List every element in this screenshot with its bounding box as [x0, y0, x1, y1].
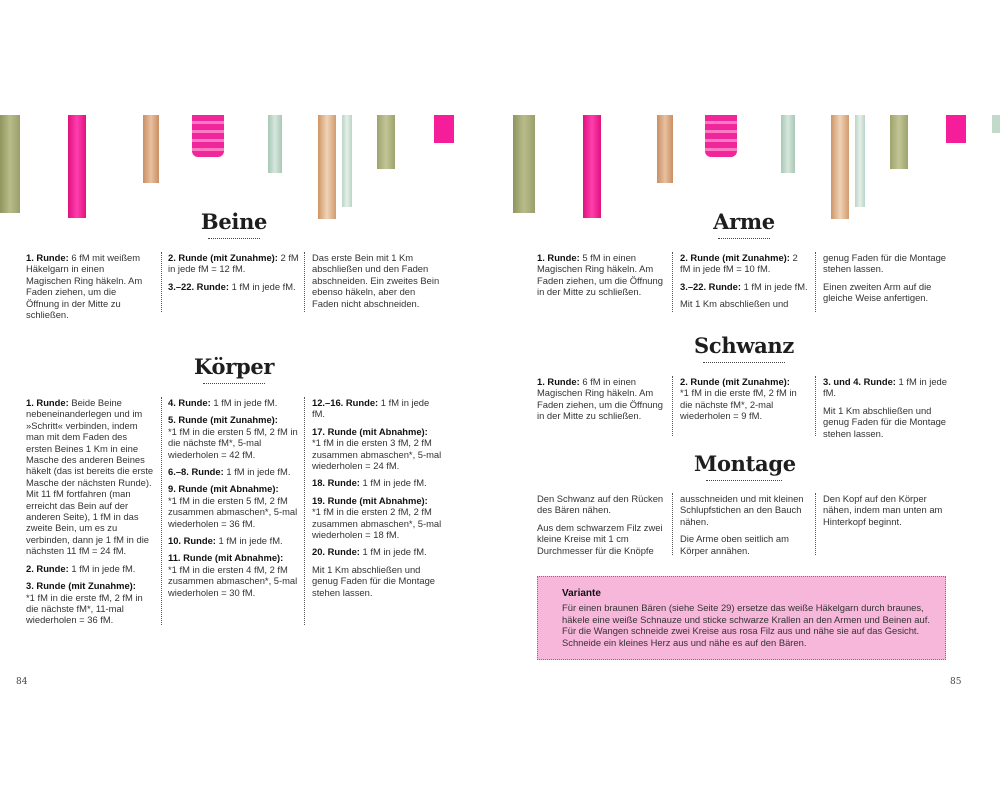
section-title-montage — [694, 451, 794, 481]
variante-box — [537, 576, 946, 660]
paragraph: Das erste Bein mit 1 Km abschließen und den Faden abschneiden. Ein zweites Bein ebenso häkeln, aber den Faden nicht abschneiden. — [312, 252, 440, 309]
ribbon-olive — [0, 115, 20, 213]
round-text: 2 fM in jede fM = 10 fM. — [680, 252, 798, 275]
ribbon-mint — [781, 115, 795, 173]
ribbon-pink-lace — [705, 115, 737, 157]
round-text: 1 fM in jede fM. — [359, 546, 427, 558]
round-label: 11. Runde (mit Abnahme): — [168, 552, 284, 564]
paragraph — [312, 426, 444, 472]
paragraph: ausschneiden und mit kleinen Schlupfstichen an den Bauch nähen. — [680, 493, 804, 527]
paragraph: genug Faden für die Montage stehen lassen. — [823, 252, 947, 275]
title-underline — [208, 238, 260, 239]
column-divider — [672, 252, 673, 312]
page-number-right: 85 — [950, 677, 962, 687]
round-text: 1 fM in jede fM. — [228, 280, 296, 292]
round-label: 2. Runde (mit Zunahme): — [680, 376, 790, 387]
round-label: 1. Runde: — [26, 397, 69, 408]
section-title-koerper — [194, 354, 274, 384]
column-divider — [672, 493, 673, 555]
ribbon-pink — [68, 115, 86, 218]
paragraph: Einen zweiten Arm auf die gleiche Weise anfertigen. — [823, 280, 932, 304]
column-divider — [161, 252, 162, 312]
ribbon-pink — [583, 115, 601, 218]
ribbon-olive-2 — [377, 115, 395, 169]
column-divider — [815, 376, 816, 436]
paragraph: Mit 1 Km abschließen und genug Faden für die Montage stehen lassen. — [823, 404, 947, 439]
paragraph — [168, 252, 300, 275]
paragraph — [168, 397, 302, 408]
paragraph — [26, 580, 154, 626]
round-text: *1 fM in die erste fM, 2 fM in die nächste fM*, 2-mal wiederholen = 9 fM. — [680, 387, 797, 422]
paragraph — [537, 376, 665, 422]
schwanz-column-3 — [823, 376, 953, 445]
round-text: 6 fM in einen Magischen Ring häkeln. Am Faden ziehen, um die Öffnung in der Mitte zu schließen. — [537, 376, 663, 422]
koerper-column-3 — [312, 397, 444, 604]
column-divider — [304, 252, 305, 312]
title-underline — [203, 383, 265, 384]
paragraph: Aus dem schwarzem Filz zwei kleine Kreise mit 1 cm Durchmesser für die Knöpfe — [537, 521, 663, 556]
ribbon-tan-long — [318, 115, 336, 219]
section-title-text: Arme — [713, 209, 775, 234]
ribbon-mint-long — [855, 115, 865, 207]
column-divider — [815, 252, 816, 312]
ribbon-pink-lace — [192, 115, 224, 157]
paragraph — [168, 535, 302, 546]
section-title-text: Körper — [194, 354, 275, 379]
title-underline — [706, 480, 782, 481]
paragraph — [168, 483, 302, 529]
round-text: 1 fM in jede fM. — [823, 376, 947, 399]
round-label: 4. Runde: — [168, 397, 211, 408]
beine-column-1 — [26, 252, 150, 326]
round-label: 5. Runde (mit Zunahme): — [168, 414, 278, 426]
arme-column-3 — [823, 252, 953, 310]
title-underline — [718, 238, 770, 239]
ribbon-tan-long — [831, 115, 849, 219]
column-divider — [815, 493, 816, 555]
paragraph — [312, 397, 444, 420]
round-text: Beide Beine nebeneinanderlegen und im »Schritt« verbinden, indem man mit dem Faden des ersten Beines 1 Km in eine Masche des anderen Beines häkelt (das ist bereits die erste Masche der nächsten Runde). Mit 11 fM fortfahren (man erreicht das Bein auf der anderen Seite), 1 fM in das zweite Bein, um es zu verbinden, dann je 1 fM in die nächsten 11 fM = 24 fM. — [26, 397, 154, 557]
column-divider — [304, 397, 305, 625]
beine-column-3 — [312, 252, 440, 315]
koerper-column-1 — [26, 397, 154, 632]
section-title-beine — [194, 209, 274, 239]
paragraph — [680, 376, 810, 422]
round-text: 5 fM in einen Magischen Ring häkeln. Am Faden ziehen, um die Öffnung in der Mitte zu schließen. — [537, 252, 663, 298]
ribbon-pink-2 — [946, 115, 966, 143]
ribbon-olive — [513, 115, 535, 213]
schwanz-column-2 — [680, 376, 810, 428]
paragraph: Mit 1 Km abschließen und genug Faden für die Montage stehen lassen. — [312, 563, 436, 598]
ribbon-olive-2 — [890, 115, 908, 169]
paragraph — [312, 495, 444, 541]
paragraph — [26, 563, 154, 574]
round-text: *1 fM in die ersten 5 fM, 2 fM zusammen abmaschen*, 5-mal wiederholen = 36 fM. — [168, 494, 298, 529]
round-label: 20. Runde: — [312, 546, 360, 558]
ribbon-mint-long — [342, 115, 352, 207]
paragraph: Den Schwanz auf den Rücken des Bären nähen. — [537, 493, 664, 516]
paragraph — [312, 546, 444, 557]
round-text: *1 fM in die ersten 2 fM, 2 fM zusammen abmaschen*, 5-mal wiederholen = 18 fM. — [312, 506, 442, 541]
section-title-text: Schwanz — [694, 333, 794, 358]
paragraph — [26, 397, 154, 557]
round-text: 1 fM in jede fM. — [740, 280, 808, 292]
round-label: 9. Runde (mit Abnahme): — [168, 483, 279, 495]
arme-column-1 — [537, 252, 665, 304]
round-label: 3.–22. Runde: — [680, 280, 741, 292]
ribbon-tan — [657, 115, 673, 183]
paragraph — [680, 281, 810, 292]
round-text: 1 fM in jede fM. — [210, 397, 278, 408]
page-number-left: 84 — [16, 677, 28, 687]
schwanz-column-1 — [537, 376, 665, 428]
round-text: 6 fM mit weißem Häkelgarn in einen Magischen Ring häkeln. Am Faden ziehen, um die Öffnung in der Mitte zu schließen. — [26, 252, 143, 321]
paragraph: Die Arme oben seitlich am Körper annähen. — [680, 533, 789, 556]
round-text: 1 fM in jede fM. — [223, 466, 291, 478]
paragraph — [168, 281, 300, 292]
round-label: 19. Runde (mit Abnahme): — [312, 494, 428, 506]
round-text: 1 fM in jede fM. — [312, 397, 430, 420]
paragraph — [26, 252, 150, 320]
round-text: *1 fM in die ersten 5 fM, 2 fM in die nächste fM*, 5-mal wiederholen = 42 fM. — [168, 425, 298, 460]
variante-text: Für einen braunen Bären (siehe Seite 29) ersetze das weiße Häkelgarn durch braunes, häkele eine weiße Schnauze und sticke schwarze Krallen an den Armen und Beinen auf. Für die Wangen schneide zwei Kreise aus rosa Filz aus und nähe sie auf das Gesicht. Schneide ein kleines Herz aus und nähe es auf den Bären. — [562, 602, 930, 648]
paragraph — [312, 477, 444, 488]
paragraph — [168, 466, 302, 477]
round-label: 18. Runde: — [312, 477, 360, 489]
round-label: 6.–8. Runde: — [168, 466, 224, 478]
round-text: *1 fM in die ersten 3 fM, 2 fM zusammen abmaschen*, 5-mal wiederholen = 24 fM. — [312, 437, 442, 472]
ribbon-pink-2 — [434, 115, 454, 143]
paragraph — [537, 252, 665, 298]
round-label: 3. und 4. Runde: — [823, 376, 896, 387]
ribbon-mint-edge — [992, 115, 1000, 133]
ribbon-tan — [143, 115, 159, 183]
section-title-text: Beine — [200, 209, 268, 234]
round-label: 12.–16. Runde: — [312, 397, 379, 408]
round-label: 1. Runde: — [537, 376, 580, 387]
ribbon-decoration — [0, 115, 1000, 220]
beine-column-2 — [168, 252, 300, 298]
paragraph — [168, 552, 302, 598]
round-text: *1 fM in die ersten 4 fM, 2 fM zusammen abmaschen*, 5-mal wiederholen = 30 fM. — [168, 563, 298, 598]
round-label: 1. Runde: — [537, 252, 580, 263]
column-divider — [161, 397, 162, 625]
round-label: 2. Runde: — [26, 562, 69, 574]
montage-column-2 — [680, 493, 810, 562]
round-label: 3.–22. Runde: — [168, 280, 229, 292]
round-label: 3. Runde (mit Zunahme): — [26, 580, 136, 592]
montage-column-3 — [823, 493, 953, 533]
paragraph: Mit 1 Km abschließen und — [680, 298, 789, 310]
arme-column-2 — [680, 252, 810, 316]
round-label: 2. Runde (mit Zunahme): — [168, 252, 278, 263]
round-text: 1 fM in jede fM. — [68, 562, 136, 574]
section-title-text: Montage — [694, 451, 796, 476]
round-text: 1 fM in jede fM. — [359, 477, 427, 489]
round-text: *1 fM in die erste fM, 2 fM in die nächste fM*, 11-mal wiederholen = 36 fM. — [26, 591, 143, 626]
paragraph — [823, 376, 953, 399]
koerper-column-2 — [168, 397, 302, 604]
section-title-schwanz — [694, 333, 794, 363]
round-label: 17. Runde (mit Abnahme): — [312, 425, 428, 437]
paragraph: Den Kopf auf den Körper nähen, indem man unten am Hinterkopf beginnt. — [823, 493, 943, 527]
montage-column-1 — [537, 493, 665, 562]
round-label: 2. Runde (mit Zunahme): — [680, 252, 790, 263]
section-title-arme — [704, 209, 784, 239]
column-divider — [672, 376, 673, 436]
round-text: 2 fM in jede fM = 12 fM. — [168, 252, 299, 275]
round-label: 1. Runde: — [26, 252, 69, 263]
round-text: 1 fM in jede fM. — [215, 535, 283, 547]
variante-title: Variante — [562, 588, 601, 599]
paragraph — [168, 414, 302, 460]
title-underline — [703, 362, 785, 363]
ribbon-mint — [268, 115, 282, 173]
paragraph — [680, 252, 810, 275]
round-label: 10. Runde: — [168, 535, 216, 547]
